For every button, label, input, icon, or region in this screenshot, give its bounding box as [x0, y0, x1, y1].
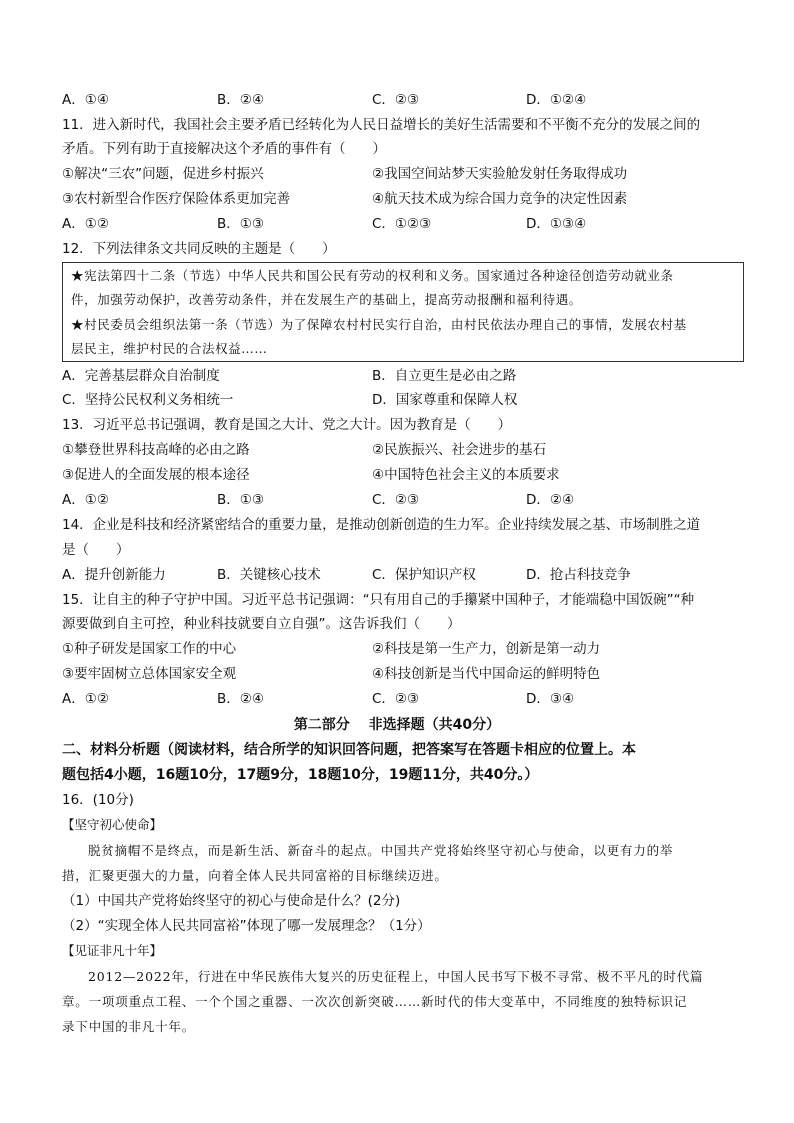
q16-material-1-line1: 脱贫摘帽不是终点，而是新生活、新奋斗的起点。中国共产党将始终坚守初心与使命，以更有力的举: [88, 843, 674, 858]
q12-box-line1: ★宪法第四十二条（节选）中华人民共和国公民有劳动的权利和义务。国家通过各种途径创造劳动就业条: [71, 268, 674, 283]
q16-subquestion-1: （1）中国共产党将始终坚守的初心与使命是什么？(2分): [62, 893, 401, 909]
q16-subquestion-2: （2）“实现全体人民共同富裕”体现了哪一发展理念？（1分）: [62, 918, 431, 934]
q13-item-3: ③促进人的全面发展的根本途径: [62, 467, 250, 483]
q14-option-c: C．保护知识产权: [372, 567, 476, 583]
q15-item-2: ②科技是第一生产力，创新是第一动力: [372, 641, 601, 657]
q11-option-a: A．①②: [62, 216, 109, 232]
q12-option-a: A．完善基层群众自治制度: [62, 368, 220, 384]
q13-item-1: ①攀登世界科技高峰的必由之路: [62, 442, 250, 458]
q16-heading-1: 【坚守初心使命】: [62, 817, 163, 832]
q16-material-1-line2: 措，汇聚更强大的力量，向着全体人民共同富裕的目标继续迈进。: [62, 868, 448, 883]
q14-stem-line2: 是（ ）: [62, 542, 130, 558]
q12-box-line4: 层民主，维护村民的合法权益……: [71, 341, 268, 356]
q15-stem-line2: 源要做到自主可控，种业科技就要自立自强”。这告诉我们（ ）: [62, 616, 461, 632]
q10-option-d: D．①②④: [526, 92, 587, 108]
q13-option-c: C．②③: [372, 492, 420, 508]
q11-item-1: ①解决“三农”问题，促进乡村振兴: [62, 166, 264, 182]
q15-option-a: A．①②: [62, 691, 109, 707]
q12-material-box: [62, 262, 744, 362]
q13-option-a: A．①②: [62, 492, 109, 508]
q15-item-1: ①种子研发是国家工作的中心: [62, 641, 237, 657]
q15-option-c: C．②③: [372, 691, 420, 707]
q11-option-b: B．①③: [217, 216, 264, 232]
q12-option-c: C．坚持公民权利义务相统一: [62, 392, 234, 408]
q12-stem: 12．下列法律条文共同反映的主题是（ ）: [62, 241, 336, 257]
section2-heading-line1: 二、材料分析题（阅读材料，结合所学的知识回答问题，把答案写在答题卡相应的位置上。本: [62, 742, 636, 758]
q12-option-b: B．自立更生是必由之路: [372, 368, 517, 384]
q12-box-line3: ★村民委员会组织法第一条（节选）为了保障农村村民实行自治，由村民依法办理自己的事情，发展农村基: [71, 317, 687, 332]
q16-heading-2: 【见证非凡十年】: [62, 943, 163, 958]
q16-material-2-line3: 录下中国的非凡十年。: [62, 1019, 196, 1034]
q11-stem-line1: 11．进入新时代，我国社会主要矛盾已经转化为人民日益增长的美好生活需要和不平衡不充分的发展之间的: [62, 117, 701, 133]
q14-option-b: B．关键核心技术: [217, 567, 321, 583]
q15-option-d: D．③④: [526, 691, 575, 707]
q12-option-d: D．国家尊重和保障人权: [372, 392, 518, 408]
q12-box-line2: 件，加强劳动保护，改善劳动条件，并在发展生产的基础上，提高劳动报酬和福利待遇。: [71, 292, 582, 307]
q11-option-d: D．①③④: [526, 216, 587, 232]
q16-label: 16．(10分): [62, 792, 134, 808]
q11-item-3: ③农村新型合作医疗保险体系更加完善: [62, 191, 291, 207]
part2-title: 第二部分 非选择题（共40分）: [293, 717, 501, 733]
q14-option-a: A．提升创新能力: [62, 567, 166, 583]
q14-option-d: D．抢占科技竞争: [526, 567, 631, 583]
q13-stem: 13．习近平总书记强调，教育是国之大计、党之大计。因为教育是（ ）: [62, 417, 512, 433]
q13-item-2: ②民族振兴、社会进步的基石: [372, 442, 547, 458]
q10-option-b: B．②④: [217, 92, 264, 108]
q13-item-4: ④中国特色社会主义的本质要求: [372, 467, 560, 483]
q16-material-2-line2: 章。一项项重点工程、一个个国之重器、一次次创新突破……新时代的伟大变革中，不同维度的独特标识记: [62, 994, 688, 1009]
q15-stem-line1: 15．让自主的种子守护中国。习近平总书记强调：“只有用自己的手攥紧中国种子，才能端稳中国饭碗”“种: [62, 592, 695, 608]
q14-stem-line1: 14．企业是科技和经济紧密结合的重要力量，是推动创新创造的生力军。企业持续发展之基、市场制胜之道: [62, 517, 701, 533]
q10-option-a: A．①④: [62, 92, 109, 108]
q13-option-b: B．①③: [217, 492, 264, 508]
q13-option-d: D．②④: [526, 492, 575, 508]
q11-stem-line2: 矛盾。下列有助于直接解决这个矛盾的事件有（ ）: [62, 141, 386, 157]
section2-heading-line2: 题包括4小题，16题10分，17题9分，18题10分，19题11分，共40分。）: [62, 767, 539, 783]
q15-item-4: ④科技创新是当代中国命运的鲜明特色: [372, 666, 601, 682]
q15-item-3: ③要牢固树立总体国家安全观: [62, 666, 237, 682]
q11-item-4: ④航天技术成为综合国力竞争的决定性因素: [372, 191, 628, 207]
q16-material-2-line1: 2012—2022年，行进在中华民族伟大复兴的历史征程上，中国人民书写下极不寻常、极不平凡的时代篇: [88, 969, 704, 984]
q11-option-c: C．①②③: [372, 216, 432, 232]
q15-option-b: B．②④: [217, 691, 264, 707]
q10-option-c: C．②③: [372, 92, 420, 108]
q11-item-2: ②我国空间站梦天实验舱发射任务取得成功: [372, 166, 628, 182]
